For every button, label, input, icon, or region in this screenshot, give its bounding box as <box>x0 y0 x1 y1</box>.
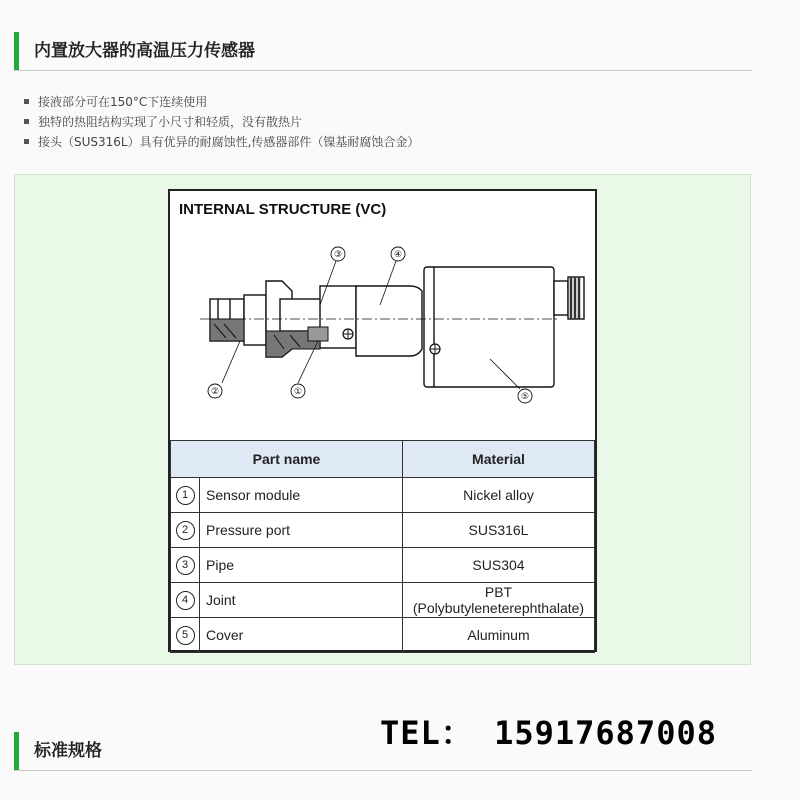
part-material: PBT (Polybutyleneterephthalate) <box>403 583 595 618</box>
list-item <box>24 92 419 112</box>
page-title: 内置放大器的高温压力传感器 <box>34 41 255 61</box>
contact-phone: TEL： 15917687008 <box>380 714 717 752</box>
part-name: Cover <box>200 618 403 653</box>
column-header-part-name: Part name <box>171 441 403 478</box>
part-name: Sensor module <box>200 478 403 513</box>
callout-label-5: ⑤ <box>520 392 530 402</box>
part-number: 1 <box>176 486 195 505</box>
section-title: 标准规格 <box>34 741 102 761</box>
accent-bar <box>14 732 19 770</box>
table-row <box>171 618 595 653</box>
list-item <box>24 112 419 132</box>
accent-bar <box>14 32 19 70</box>
feature-text: 接液部分可在150°C下连续使用 <box>38 95 208 109</box>
callout-label-1: ① <box>293 387 303 397</box>
callout-label-3: ③ <box>333 250 343 260</box>
list-item <box>24 132 419 152</box>
part-material: SUS304 <box>403 548 595 583</box>
part-name: Joint <box>200 583 403 618</box>
feature-text: 接头（SUS316L）具有优异的耐腐蚀性,传感器部件（镍基耐腐蚀合金） <box>38 135 420 149</box>
figure-title: INTERNAL STRUCTURE (VC) <box>179 201 387 218</box>
structure-figure <box>168 189 597 652</box>
bullet-square-icon <box>24 139 29 144</box>
column-header-material: Material <box>403 441 595 478</box>
part-number: 5 <box>176 626 195 645</box>
feature-list <box>24 92 419 152</box>
table-row <box>171 513 595 548</box>
bullet-square-icon <box>24 99 29 104</box>
table-row <box>171 548 595 583</box>
callout-label-4: ④ <box>393 250 403 260</box>
part-material: SUS316L <box>403 513 595 548</box>
part-number: 3 <box>176 556 195 575</box>
section-header-sensor <box>14 30 752 71</box>
part-name: Pressure port <box>200 513 403 548</box>
table-row <box>171 583 595 618</box>
part-material: Aluminum <box>403 618 595 653</box>
table-row <box>171 478 595 513</box>
part-name: Pipe <box>200 548 403 583</box>
callout-label-2: ② <box>210 387 220 397</box>
part-number: 2 <box>176 521 195 540</box>
internal-structure-drawing <box>170 191 595 441</box>
part-material: Nickel alloy <box>403 478 595 513</box>
parts-table <box>170 440 595 653</box>
feature-text: 独特的热阻结构实现了小尺寸和轻质，没有散热片 <box>38 115 303 129</box>
part-number: 4 <box>176 591 195 610</box>
bullet-square-icon <box>24 119 29 124</box>
section-header-specs <box>14 728 752 771</box>
